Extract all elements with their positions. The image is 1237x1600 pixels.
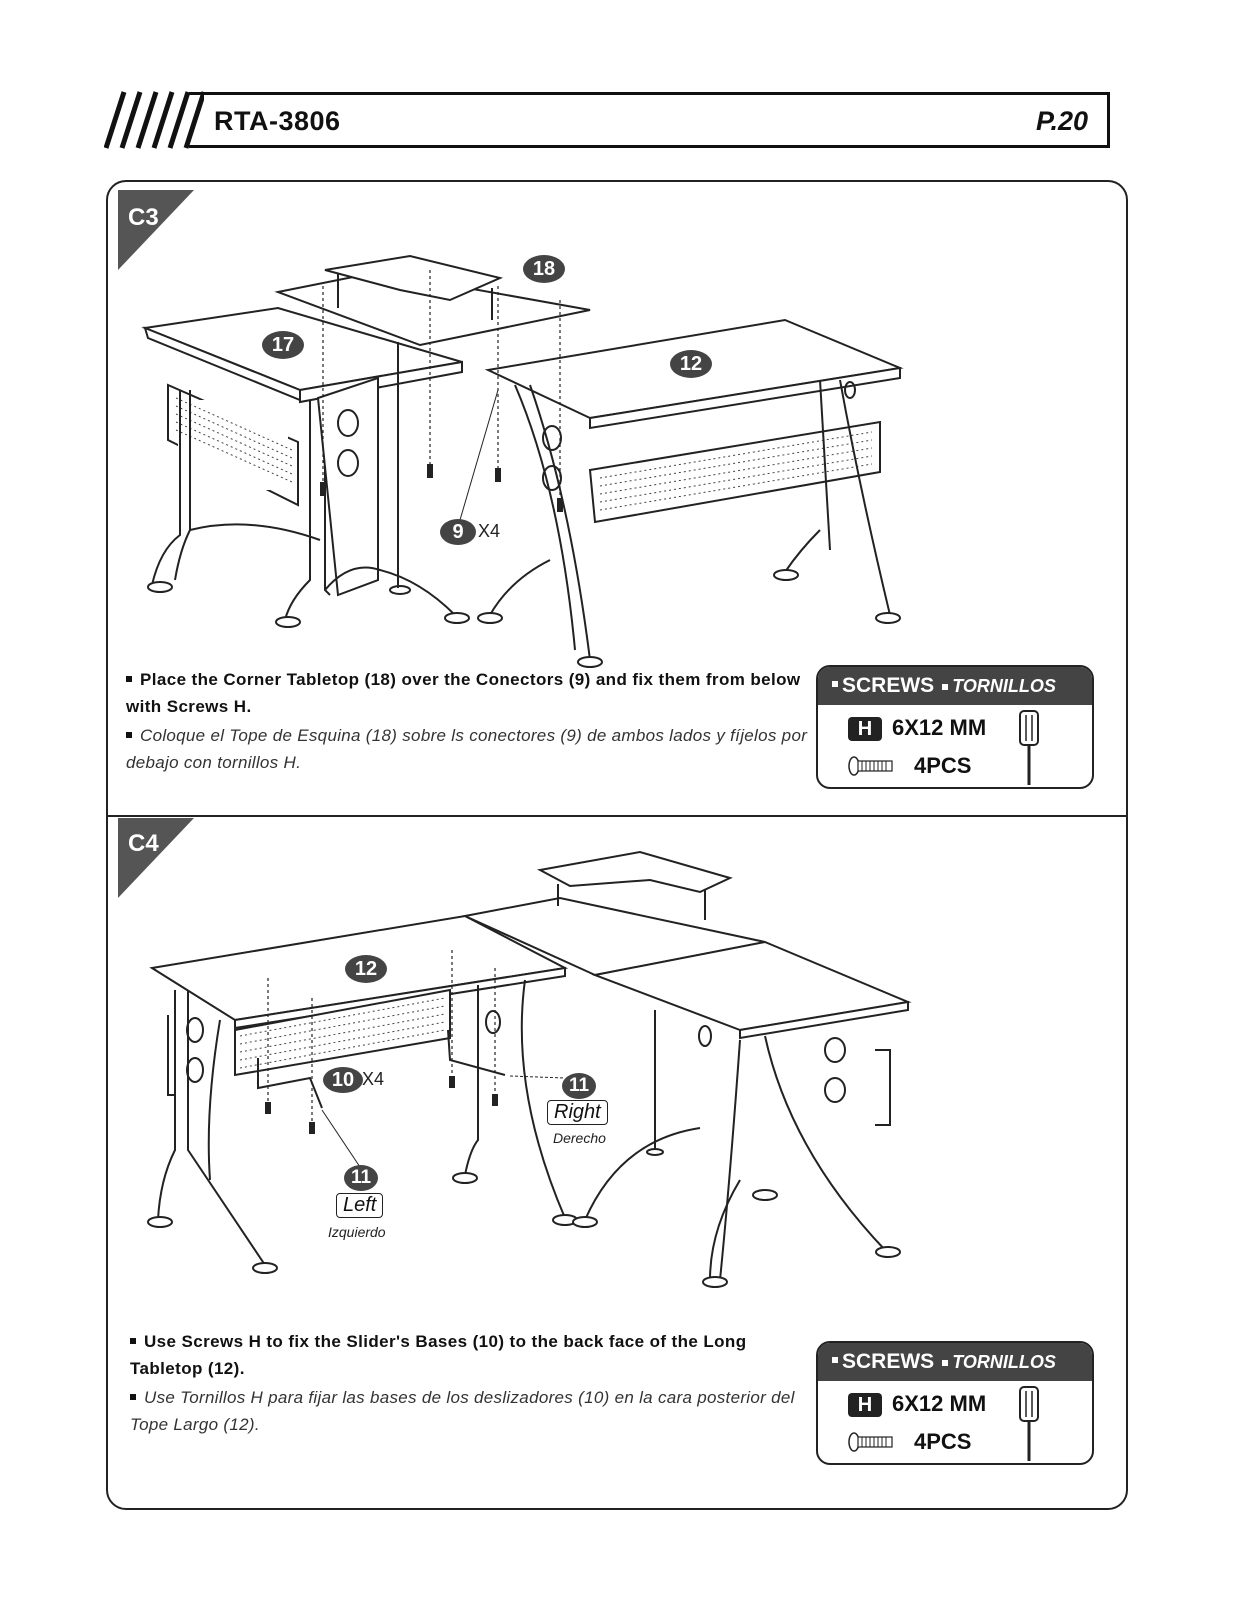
screw-letter-badge: H <box>848 717 882 741</box>
tornillos-title-c4: TORNILLOS <box>952 1351 1056 1372</box>
screw-icon <box>848 755 896 777</box>
part-badge-10: 10 <box>323 1067 363 1093</box>
tornillos-title: TORNILLOS <box>952 675 1056 696</box>
page-header <box>104 88 1130 152</box>
step-c3-instructions <box>126 666 826 776</box>
part-10-quantity: X4 <box>362 1069 385 1089</box>
step-c4-instruction-es: Use Tornillos H para fijar las bases de los deslizadores (10) en la cara posterior del Tope Largo (12). <box>130 1388 795 1434</box>
step-c3-instruction-es: Coloque el Tope de Esquina (18) sobre ls conectores (9) de ambos lados y fíjelos por debajo con tornillos H. <box>126 726 808 772</box>
step-c4-label: C4 <box>128 830 159 857</box>
screw-icon <box>848 1431 896 1453</box>
screws-box-c3 <box>816 665 1094 789</box>
right-label-es: Derecho <box>553 1130 606 1146</box>
screw-letter-badge-c4: H <box>848 1393 882 1417</box>
step-c3-illustration <box>120 250 920 670</box>
screws-box-c4 <box>816 1341 1094 1465</box>
right-label: Right <box>547 1100 608 1125</box>
screw-size-c4: 6X12 MM <box>892 1391 987 1416</box>
part-badge-11-left: 11 <box>344 1165 378 1191</box>
step-c3-instruction-en: Place the Corner Tabletop (18) over the Conectors (9) and fix them from below with Screws H. <box>126 670 801 716</box>
step-c4-instruction-en: Use Screws H to fix the Slider's Bases (10) to the back face of the Long Tabletop (12). <box>130 1332 747 1378</box>
model-number: RTA-3806 <box>214 106 341 136</box>
part-badge-12: 12 <box>670 350 712 378</box>
page-number: P.20 <box>1035 106 1088 136</box>
screwdriver-icon <box>1016 1385 1042 1463</box>
screws-box-header-c4 <box>818 1343 1092 1381</box>
part-badge-11-right: 11 <box>562 1073 596 1099</box>
step-c4-illustration <box>140 850 930 1290</box>
screw-quantity-c4: 4PCS <box>914 1429 972 1454</box>
screws-title-c4: SCREWS <box>842 1350 935 1373</box>
left-label-es: Izquierdo <box>328 1224 386 1240</box>
part-9-quantity: X4 <box>478 521 501 541</box>
part-badge-18: 18 <box>523 255 565 283</box>
step-c3-label: C3 <box>128 204 159 231</box>
screws-title: SCREWS <box>842 674 935 697</box>
part-badge-9: 9 <box>440 519 476 545</box>
part-badge-12-c4: 12 <box>345 955 387 983</box>
screw-size: 6X12 MM <box>892 715 987 740</box>
screwdriver-icon <box>1016 709 1042 787</box>
step-divider <box>106 815 1128 817</box>
step-c4-instructions <box>130 1328 810 1438</box>
left-label: Left <box>336 1193 383 1218</box>
part-badge-17: 17 <box>262 331 304 359</box>
screw-quantity: 4PCS <box>914 753 972 778</box>
screws-box-header <box>818 667 1092 705</box>
